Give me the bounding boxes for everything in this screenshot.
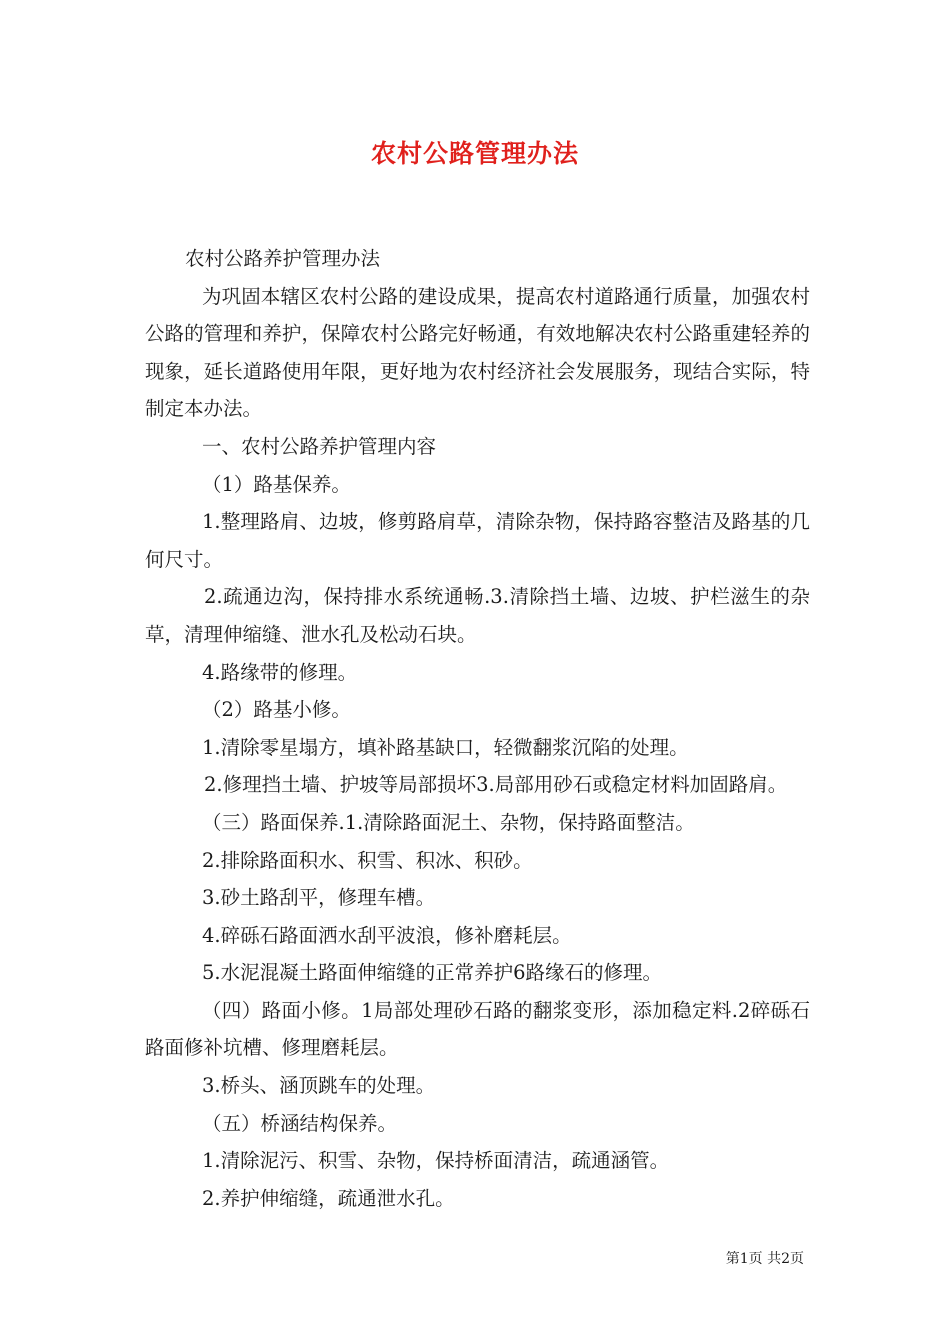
paragraph: （2）路基小修。: [202, 698, 351, 722]
document-title: 农村公路管理办法: [370, 139, 579, 168]
document-body: [145, 240, 810, 1217]
paragraph: 2.养护伸缩缝，疏通泄水孔。: [202, 1186, 455, 1210]
paragraph: 5.水泥混凝土路面伸缩缝的正常养护6路缘石的修理。: [202, 961, 663, 985]
paragraph: （三）路面保养.1.清除路面泥土、杂物，保持路面整洁。: [202, 810, 695, 834]
paragraph: 3.桥头、涵顶跳车的处理。: [202, 1074, 436, 1098]
paragraph: （四）路面小修。1局部处理砂石路的翻浆变形，添加稳定料.2碎砾石路面修补坑槽、修理磨耗层。: [145, 998, 810, 1060]
paragraph: 4.路缘带的修理。: [202, 660, 358, 684]
paragraph: （1）路基保养。: [202, 472, 351, 496]
page-number: 第1页 共2页: [725, 1251, 804, 1267]
paragraph: 2.修理挡土墙、护坡等局部损坏3.局部用砂石或稳定材料加固路肩。: [204, 773, 788, 797]
paragraph: 3.砂土路刮平，修理车槽。: [202, 886, 436, 910]
paragraph: 4.碎砾石路面洒水刮平波浪，修补磨耗层。: [202, 923, 572, 947]
paragraph: 1.清除零星塌方，填补路基缺口，轻微翻浆沉陷的处理。: [202, 735, 689, 759]
paragraph: 为巩固本辖区农村公路的建设成果，提高农村道路通行质量，加强农村公路的管理和养护，保障农村公路完好畅通，有效地解决农村公路重建轻养的现象，延长道路使用年限，更好地为农村经济社会发展服务，现结合实际，特制定本办法。: [145, 284, 810, 421]
paragraph: （五）桥涵结构保养。: [202, 1111, 398, 1135]
paragraph: 2.疏通边沟，保持排水系统通畅.3.清除挡土墙、边坡、护栏滋生的杂草，清理伸缩缝、泄水孔及松动石块。: [145, 585, 810, 646]
paragraph: 1.清除泥污、积雪、杂物，保持桥面清洁，疏通涵管。: [202, 1149, 670, 1173]
paragraph: 一、农村公路养护管理内容: [202, 434, 437, 458]
paragraph: 农村公路养护管理办法: [185, 247, 381, 270]
paragraph: 1.整理路肩、边坡，修剪路肩草，清除杂物，保持路容整洁及路基的几何尺寸。: [145, 510, 810, 571]
paragraph: 2.排除路面积水、积雪、积冰、积砂。: [202, 848, 533, 872]
